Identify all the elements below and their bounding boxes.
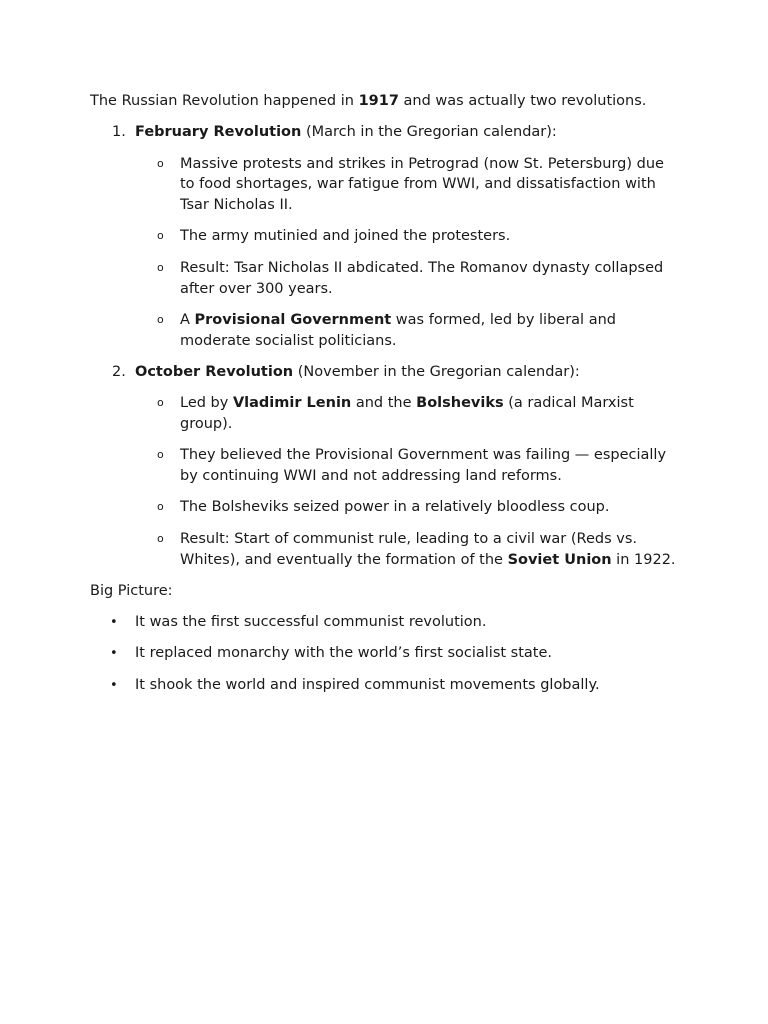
revolution-title: October Revolution: [135, 363, 294, 380]
point-bold-term: Soviet Union: [507, 551, 612, 568]
point-text-end: was formed, led by liberal and moderate socialist politicians.: [180, 311, 616, 349]
list-item: [135, 393, 680, 435]
big-picture-text: It replaced monarchy with the world’s first socialist state.: [135, 645, 553, 662]
revolution-subtitle: (March in the Gregorian calendar):: [301, 124, 557, 141]
circle-bullet-icon: o: [157, 156, 164, 170]
point-text: The army mutinied and joined the protesters.: [180, 228, 511, 245]
point-text: [180, 310, 680, 352]
intro-text-start: The Russian Revolution happened in: [90, 93, 359, 109]
point-text-end: (a radical Marxist group).: [180, 395, 634, 433]
intro-paragraph: [90, 91, 680, 112]
point-text: [180, 529, 680, 571]
point-text-start: Led by: [180, 395, 233, 412]
point-text-end: in 1922.: [611, 551, 676, 568]
list-item: [135, 310, 680, 352]
point-text: [180, 393, 680, 435]
list-item: [135, 258, 680, 300]
point-text: The Bolsheviks seized power in a relatively bloodless coup.: [180, 499, 610, 516]
document-body: [90, 91, 680, 706]
revolution-heading: [135, 122, 680, 143]
point-text: They believed the Provisional Government was failing — especially by continuing WWI and not addressing land reforms.: [180, 447, 667, 485]
point-text-start: Result: Start of communist rule, leading to a civil war (Reds vs. Whites), and eventually the formation of the: [180, 530, 637, 568]
revolution-item-february: [90, 122, 680, 351]
circle-bullet-icon: o: [157, 312, 164, 326]
point-text-start: A: [180, 311, 195, 328]
circle-bullet-icon: o: [157, 448, 164, 462]
bullet-icon: •: [110, 677, 118, 693]
revolution-title: February Revolution: [135, 124, 302, 141]
point-text: Massive protests and strikes in Petrograd (now St. Petersburg) due to food shortages, war fatigue from WWI, and dissatisfaction with Tsar Nicholas II.: [180, 155, 664, 214]
october-points: [135, 393, 680, 570]
february-points: [135, 154, 680, 352]
intro-year: 1917: [358, 93, 399, 109]
big-picture-text: It shook the world and inspired communist movements globally.: [135, 676, 600, 693]
list-item: [135, 226, 680, 247]
list-item: [135, 497, 680, 518]
list-number: 1.: [112, 124, 126, 141]
point-bold-term: Vladimir Lenin: [232, 395, 352, 412]
bullet-icon: •: [110, 615, 118, 631]
list-item: [90, 675, 680, 696]
list-item: [90, 612, 680, 633]
revolution-heading: [135, 362, 680, 383]
list-item: [135, 529, 680, 571]
point-bold-term: Bolsheviks: [416, 395, 504, 412]
revolution-item-october: [90, 362, 680, 570]
circle-bullet-icon: o: [157, 229, 164, 243]
circle-bullet-icon: o: [157, 396, 164, 410]
big-picture-heading: Big Picture:: [90, 582, 173, 599]
list-number: 2.: [112, 363, 126, 380]
circle-bullet-icon: o: [157, 531, 164, 545]
bullet-icon: •: [110, 646, 118, 662]
revolution-subtitle: (November in the Gregorian calendar):: [293, 363, 580, 380]
list-item: [135, 154, 680, 216]
circle-bullet-icon: o: [157, 260, 164, 274]
point-text: Result: Tsar Nicholas II abdicated. The Romanov dynasty collapsed after over 300 years.: [180, 259, 664, 297]
point-bold-term: Provisional Government: [194, 311, 392, 328]
point-text-middle: and the: [351, 395, 417, 412]
list-item: [135, 445, 680, 487]
big-picture-text: It was the first successful communist revolution.: [135, 614, 487, 631]
circle-bullet-icon: o: [157, 500, 164, 514]
intro-text-end: and was actually two revolutions.: [398, 93, 647, 109]
list-item: [90, 643, 680, 664]
